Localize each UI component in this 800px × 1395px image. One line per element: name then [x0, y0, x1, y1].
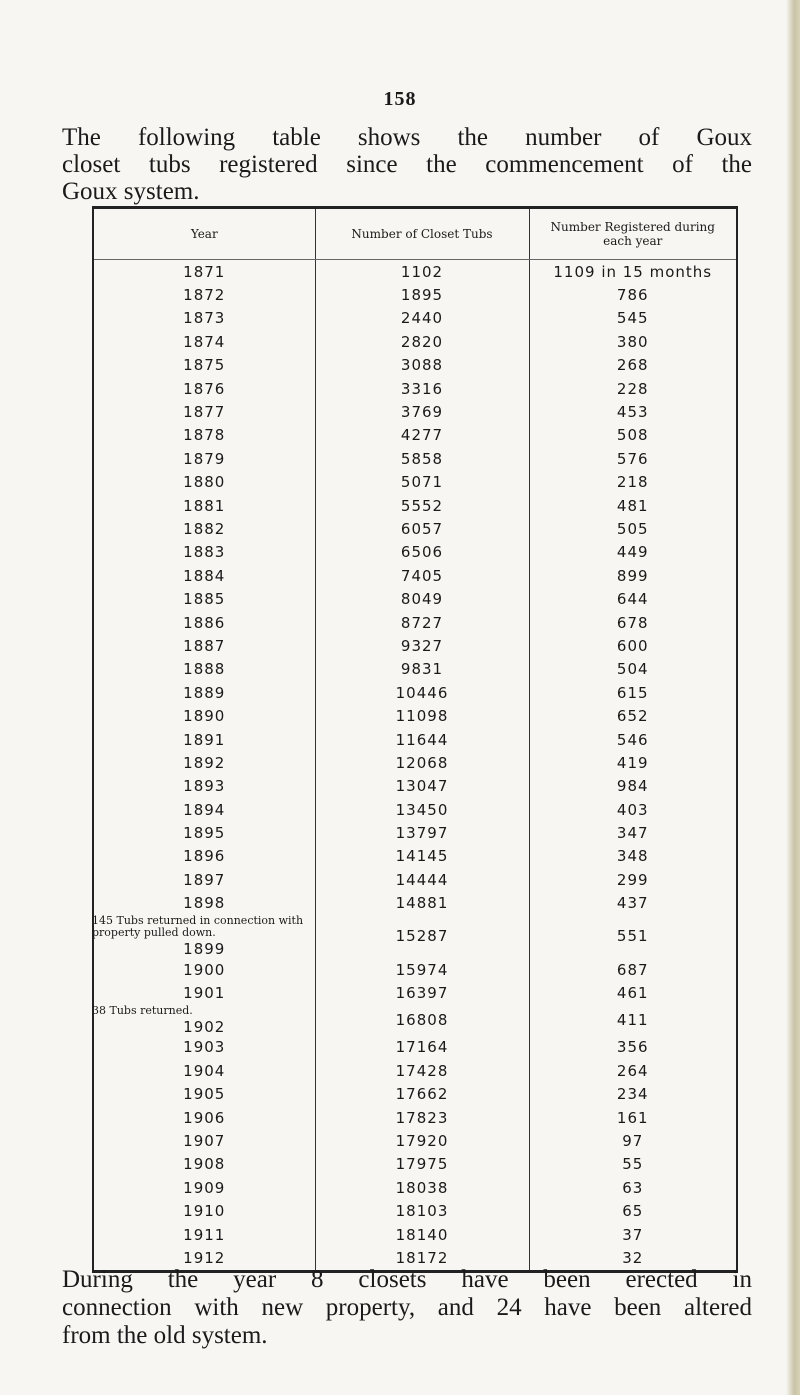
tubs-cell: 6057 [315, 517, 529, 540]
year-cell [93, 494, 315, 517]
year-value: 1884 [183, 566, 226, 585]
table-row [93, 471, 737, 494]
tubs-cell: 17975 [315, 1153, 529, 1176]
year-cell [93, 634, 315, 657]
tubs-cell: 8049 [315, 587, 529, 610]
registered-cell: 234 [529, 1083, 737, 1106]
year-cell [93, 775, 315, 798]
tubs-cell: 13047 [315, 775, 529, 798]
year-cell [93, 704, 315, 727]
table-row [93, 1199, 737, 1222]
table-row [93, 751, 737, 774]
tubs-cell: 5071 [315, 471, 529, 494]
registered-cell: 65 [529, 1199, 737, 1222]
table-row [93, 587, 737, 610]
tubs-cell: 2820 [315, 330, 529, 353]
year-cell [93, 1106, 315, 1129]
tubs-cell: 14881 [315, 892, 529, 915]
year-value: 1872 [183, 286, 226, 305]
intro-paragraph [62, 124, 752, 205]
registered-cell: 546 [529, 728, 737, 751]
registered-cell: 161 [529, 1106, 737, 1129]
tubs-cell: 1895 [315, 283, 529, 306]
registered-cell: 268 [529, 354, 737, 377]
table-header-row [93, 208, 737, 260]
year-cell [93, 1199, 315, 1222]
tubs-cell: 1102 [315, 260, 529, 284]
year-cell [93, 471, 315, 494]
registered-cell: 899 [529, 564, 737, 587]
registered-cell: 786 [529, 283, 737, 306]
table-row [93, 1036, 737, 1059]
registered-cell: 97 [529, 1129, 737, 1152]
table-row [93, 958, 737, 981]
year-value: 1900 [183, 960, 226, 979]
registered-cell: 419 [529, 751, 737, 774]
closing-line: from the old system. [62, 1322, 268, 1349]
year-cell [93, 517, 315, 540]
year-cell [93, 981, 315, 1004]
table-row [93, 728, 737, 751]
tubs-cell: 4277 [315, 424, 529, 447]
registered-cell: 299 [529, 868, 737, 891]
year-cell [93, 681, 315, 704]
year-cell [93, 587, 315, 610]
table-row [93, 868, 737, 891]
tubs-cell: 14145 [315, 845, 529, 868]
year-cell [93, 447, 315, 470]
table-row [93, 541, 737, 564]
year-value: 1892 [183, 753, 226, 772]
year-value: 1901 [183, 984, 226, 1003]
intro-line: closet tubs registered since the commencement of the [62, 151, 752, 178]
year-value: 1874 [183, 332, 226, 351]
header-tubs: Number of Closet Tubs [315, 208, 529, 260]
year-cell [93, 845, 315, 868]
registered-cell: 380 [529, 330, 737, 353]
header-year: Year [93, 208, 315, 260]
table-row [93, 260, 737, 284]
table-row [93, 798, 737, 821]
year-value: 1903 [183, 1038, 226, 1057]
year-value: 1895 [183, 824, 226, 843]
registered-cell: 508 [529, 424, 737, 447]
year-cell [93, 283, 315, 306]
year-cell [93, 798, 315, 821]
registered-cell: 984 [529, 775, 737, 798]
tubs-cell: 17662 [315, 1083, 529, 1106]
table-row [93, 892, 737, 915]
tubs-cell: 2440 [315, 307, 529, 330]
table-row [93, 1059, 737, 1082]
table-row [93, 775, 737, 798]
year-value: 1887 [183, 636, 226, 655]
year-cell [93, 611, 315, 634]
tubs-cell: 17920 [315, 1129, 529, 1152]
year-value: 1910 [183, 1202, 226, 1221]
tubs-cell: 17823 [315, 1106, 529, 1129]
tubs-cell: 11098 [315, 704, 529, 727]
year-value: 1876 [183, 379, 226, 398]
table-row [93, 400, 737, 423]
table-body [93, 260, 737, 1272]
tubs-cell: 6506 [315, 541, 529, 564]
tubs-cell: 18038 [315, 1176, 529, 1199]
table-row [93, 517, 737, 540]
closing-paragraph [62, 1266, 752, 1350]
tubs-cell: 3316 [315, 377, 529, 400]
year-value: 1878 [183, 426, 226, 445]
tubs-cell: 18172 [315, 1246, 529, 1271]
year-value: 1877 [183, 403, 226, 422]
table-row [93, 494, 737, 517]
table-row [93, 634, 737, 657]
year-value: 1912 [183, 1248, 226, 1267]
year-value: 1888 [183, 660, 226, 679]
year-value: 1904 [183, 1061, 226, 1080]
table-row [93, 330, 737, 353]
table-row [93, 1083, 737, 1106]
tubs-cell: 16397 [315, 981, 529, 1004]
intro-line: Goux system. [62, 178, 200, 205]
year-cell [93, 1176, 315, 1199]
year-cell [93, 658, 315, 681]
page-number: 158 [383, 88, 417, 110]
tubs-cell: 17164 [315, 1036, 529, 1059]
year-value: 1879 [183, 449, 226, 468]
year-value: 1893 [183, 777, 226, 796]
tubs-cell: 3769 [315, 400, 529, 423]
tubs-cell: 7405 [315, 564, 529, 587]
year-cell [93, 915, 315, 958]
year-cell [93, 868, 315, 891]
year-value: 1891 [183, 730, 226, 749]
year-value: 1871 [183, 262, 226, 281]
registered-cell: 449 [529, 541, 737, 564]
tubs-cell: 9831 [315, 658, 529, 681]
registered-cell: 37 [529, 1223, 737, 1246]
table-row [93, 681, 737, 704]
registered-cell: 461 [529, 981, 737, 1004]
year-cell [93, 330, 315, 353]
tubs-cell: 13450 [315, 798, 529, 821]
tubs-cell: 16808 [315, 1005, 529, 1036]
year-cell [93, 821, 315, 844]
year-cell [93, 728, 315, 751]
year-cell [93, 541, 315, 564]
year-value: 1875 [183, 356, 226, 375]
year-value: 1899 [183, 939, 226, 958]
page-edge-shadow [786, 0, 800, 1395]
registered-cell: 453 [529, 400, 737, 423]
table-row [93, 1176, 737, 1199]
table-row [93, 1106, 737, 1129]
year-cell [93, 1005, 315, 1036]
registered-cell: 55 [529, 1153, 737, 1176]
registered-cell: 615 [529, 681, 737, 704]
tubs-cell: 9327 [315, 634, 529, 657]
registered-cell: 576 [529, 447, 737, 470]
year-value: 1889 [183, 683, 226, 702]
tubs-cell: 13797 [315, 821, 529, 844]
year-cell [93, 751, 315, 774]
registered-cell: 218 [529, 471, 737, 494]
registered-cell: 551 [529, 915, 737, 958]
closing-line: During the year 8 closets have been erected in [62, 1266, 752, 1293]
registered-cell: 348 [529, 845, 737, 868]
table-row [93, 845, 737, 868]
registered-cell: 228 [529, 377, 737, 400]
table-row [93, 307, 737, 330]
year-value: 1906 [183, 1108, 226, 1127]
year-value: 1896 [183, 847, 226, 866]
tubs-cell: 17428 [315, 1059, 529, 1082]
year-value: 1881 [183, 496, 226, 515]
registered-cell: 411 [529, 1005, 737, 1036]
year-value: 1908 [183, 1155, 226, 1174]
tubs-cell: 11644 [315, 728, 529, 751]
year-value: 1880 [183, 473, 226, 492]
year-value: 1873 [183, 309, 226, 328]
year-cell [93, 1059, 315, 1082]
table-row [93, 283, 737, 306]
tubs-cell: 14444 [315, 868, 529, 891]
tubs-cell: 18140 [315, 1223, 529, 1246]
year-cell [93, 260, 315, 284]
tubs-cell: 5858 [315, 447, 529, 470]
registered-cell: 356 [529, 1036, 737, 1059]
year-cell [93, 424, 315, 447]
table-row [93, 821, 737, 844]
year-cell [93, 1153, 315, 1176]
year-cell [93, 1223, 315, 1246]
table-row [93, 658, 737, 681]
registered-cell: 678 [529, 611, 737, 634]
year-value: 1894 [183, 800, 226, 819]
registered-cell: 264 [529, 1059, 737, 1082]
tubs-cell: 12068 [315, 751, 529, 774]
year-cell [93, 958, 315, 981]
year-value: 1882 [183, 519, 226, 538]
year-note: 145 Tubs returned in connection with property pulled down. [92, 913, 304, 939]
registered-cell: 504 [529, 658, 737, 681]
intro-line: The following table shows the number of Goux [62, 124, 752, 151]
year-value: 1905 [183, 1085, 226, 1104]
year-cell [93, 377, 315, 400]
registered-cell: 63 [529, 1176, 737, 1199]
table-row [93, 1153, 737, 1176]
tubs-cell: 15974 [315, 958, 529, 981]
table-row [93, 915, 737, 958]
tubs-cell: 8727 [315, 611, 529, 634]
year-note: 38 Tubs returned. [92, 1003, 193, 1017]
table-row [93, 611, 737, 634]
year-cell [93, 400, 315, 423]
tubs-cell: 15287 [315, 915, 529, 958]
tubs-cell: 18103 [315, 1199, 529, 1222]
year-cell [93, 1036, 315, 1059]
table-row [93, 704, 737, 727]
year-cell [93, 564, 315, 587]
registered-cell: 644 [529, 587, 737, 610]
registered-cell: 32 [529, 1246, 737, 1271]
table-row [93, 1005, 737, 1036]
year-value: 1890 [183, 707, 226, 726]
year-cell [93, 1129, 315, 1152]
registered-cell: 505 [529, 517, 737, 540]
registered-cell: 1109 in 15 months [529, 260, 737, 284]
table-row [93, 447, 737, 470]
registered-cell: 545 [529, 307, 737, 330]
year-cell [93, 354, 315, 377]
year-value: 1885 [183, 590, 226, 609]
year-cell [93, 892, 315, 915]
tubs-cell: 10446 [315, 681, 529, 704]
closing-line: connection with new property, and 24 have been altered [62, 1294, 752, 1321]
header-registered: Number Registered during each year [529, 208, 737, 260]
registered-cell: 687 [529, 958, 737, 981]
registered-cell: 403 [529, 798, 737, 821]
year-value: 1909 [183, 1178, 226, 1197]
registered-cell: 652 [529, 704, 737, 727]
registered-cell: 600 [529, 634, 737, 657]
table-row [93, 354, 737, 377]
year-cell [93, 1083, 315, 1106]
registered-cell: 481 [529, 494, 737, 517]
table-row [93, 424, 737, 447]
year-value: 1902 [183, 1017, 226, 1036]
year-value: 1911 [183, 1225, 226, 1244]
goux-tubs-table [92, 206, 738, 1273]
year-value: 1897 [183, 870, 226, 889]
table-row [93, 377, 737, 400]
year-value: 1886 [183, 613, 226, 632]
registered-cell: 347 [529, 821, 737, 844]
year-value: 1907 [183, 1131, 226, 1150]
year-value: 1883 [183, 543, 226, 562]
year-value: 1898 [183, 894, 226, 913]
table-row [93, 981, 737, 1004]
year-cell [93, 307, 315, 330]
tubs-cell: 3088 [315, 354, 529, 377]
tubs-cell: 5552 [315, 494, 529, 517]
table-row [93, 564, 737, 587]
table-row [93, 1223, 737, 1246]
registered-cell: 437 [529, 892, 737, 915]
table-row [93, 1129, 737, 1152]
